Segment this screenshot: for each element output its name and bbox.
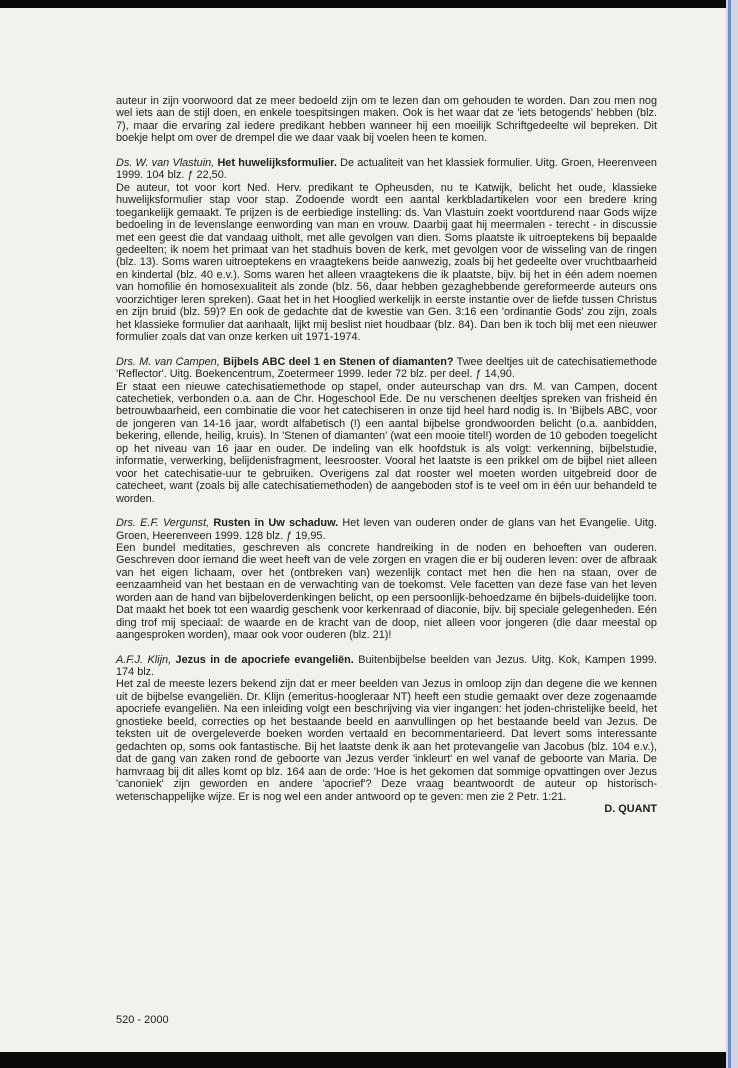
review-author: Drs. M. van Campen, [116, 355, 220, 368]
text-column [116, 95, 657, 815]
intro-paragraph: auteur in zijn voorwoord dat ze meer bedoeld zijn om te lezen dan om gehouden te worden. Dan zou men nog wel iets aan de stijl doen, en enkele toespitsingen maken. Ook is het waar dat ze 'iets betogends' hebben (blz. 7), maar die ervaring zal iedere predikant hebben wanneer hij een moeilijk Schriftgedeelte wil bepreken. Dit boekje helpt om over de drempel die we daar vaak bij voelen heen te komen. [116, 95, 657, 145]
review-van-campen [116, 356, 657, 505]
review-author: Ds. W. van Vlastuin, [116, 156, 215, 169]
review-publication: Twee deeltjes uit de catechisatiemethode 'Reflector'. Uitg. Boekencentrum, Zoetermeer 1999. Ieder 72 blz. per deel. ƒ 14,90. [116, 355, 657, 381]
review-klijn [116, 654, 657, 803]
scan-border-top [0, 0, 738, 8]
review-body: Het zal de meeste lezers bekend zijn dat er meer beelden van Jezus in omloop zijn dan degene die we kennen uit de bijbelse evangeliën. Dr. Klijn (emeritus-hoogleraar NT) heeft een studie gemaakt over deze zogenaamde apocriefe evangeliën. Na een inleiding volgt een beschrijving via vier ingangen: het joden-christelijke beeld, het gnostieke beeld, correcties op het bestaande beeld en aanvullingen op het bestaande beeld van Jezus. De teksten uit de overgeleverde boeken worden vertaald en becommentarieerd. Dat levert soms interessante gedachten op, soms ook fantastische. Bij het laatste denk ik aan het protevangelie van Jacobus (blz. 104 e.v.), dat de gang van zaken rond de geboorte van Jezus verder 'inkleurt' en wel vanaf de geboorte van Maria. De hamvraag bij dit alles komt op blz. 164 aan de orde: 'Hoe is het gekomen dat sommige opvattingen over Jezus 'canoniek' zijn geworden en andere 'apocrief'? Deze vraag beantwoordt de auteur op historisch-wetenschappelijke wijze. Er is nog wel een ander antwoord op te geven: men zie 2 Petr. 1:21. [116, 678, 657, 803]
page-number: 520 - 2000 [116, 1014, 169, 1026]
review-van-vlastuin [116, 157, 657, 344]
review-author: Drs. E.F. Vergunst, [116, 517, 210, 530]
review-vergunst [116, 517, 657, 642]
review-body: Een bundel meditaties, geschreven als concrete handreiking in de noden en behoeften van ouderen. Geschreven door iemand die weet heeft van de vele zorgen en vragen die er bij ouderen leven: over de afbraak van het eigen lichaam, over het (ontbreken van) wezenlijk contact met hen die hen na staan, over de eenzaamheid van het bestaan en de verwachting van de toekomst. Vele facetten van deze fase van het leven worden aan de hand van bijbeloverdenkingen belicht, op een persoonlijk-behoedzame én bijbels-duidelijke toon. Dat maakt het boek tot een waardig geschenk voor kerkenraad of diaconie, bijv. bij speciale gelegenheden. Eén ding trof mij speciaal: de waarde en de kracht van de doop, niet alleen voor jongeren (die daar meestal op aangesproken worden), maar ook voor ouderen (blz. 21)! [116, 541, 657, 642]
review-publication: Het leven van ouderen onder de glans van het Evangelie. Uitg. Groen, Heerenveen 1999. 128 blz. ƒ 19,95. [116, 517, 657, 542]
review-title: Bijbels ABC deel 1 en Stenen of diamanten? [223, 355, 454, 368]
review-body: De auteur, tot voor kort Ned. Herv. predikant te Opheusden, nu te Katwijk, belicht het oude, klassieke huwelijksformulier stap voor stap. Zodoende wordt een aantal kerkbladartikelen voor een bredere kring toegankelijk gemaakt. Te prijzen is de eerbiedige instelling: ds. Van Vlastuin zoekt voortdurend naar Gods wijze bedoeling in de levenslange eenwording van man en vrouw. Daarbij gaat hij meermalen - terecht - in discussie met een geest die dat vandaag uitholt, met alle gevolgen van dien. Soms plaatste ik uitroeptekens bij bepaalde gedeelten; ik noem het primaat van het stadhuis boven de kerk, met gevolgen voor de wisseling van de ringen (blz. 13). Soms waren uitroeptekens en vraagtekens beide aanwezig, zoals bij het gedeelte over vruchtbaarheid en kindertal (blz. 40 e.v.). Soms waren het alleen vraagtekens die ik plaatste, bijv. bij het in één adem noemen van homofilie én homosexualiteit als zonde (blz. 56, daar hebben gezaghebbende gereformeerde auteurs ons voorzichtiger leren spreken). Gaat het in het Hooglied werkelijk in eerste instantie over de liefde tussen Christus en zijn bruid (blz. 59)? En ook de gedachte dat de kwestie van Gen. 3:16 een 'ordinantie Gods' zou zijn, zoals het klassieke formulier dat aanhaalt, lijkt mij beslist niet houdbaar (blz. 84). Dan ben ik toch blij met een nieuwer formulier zoals dat van onze kerken uit 1971-1974. [116, 181, 657, 344]
review-body: Er staat een nieuwe catechisatiemethode op stapel, onder auteurschap van drs. M. van Campen, docent catechetiek, verbonden o.a. aan de Chr. Hogeschool Ede. De nu verschenen deeltjes spreken van frisheid én betrouwbaarheid, een combinatie die voor het catechiseren in onze tijd heel hard nodig is. In 'Bijbels ABC, voor de jongeren van 14-16 jaar, wordt alfabetisch (!) een aantal bijbelse grondwoorden belicht (o.a. aanbidden, bekering, ellende, heilig, kruis). In 'Stenen of diamanten' (wat een mooie titel!) worden de 10 geboden toegelicht op het niveau van 16 jaar en ouder. De indeling van elk hoofdstuk is als volgt: verkenning, bijbelstudie, informatie, verwerking, belijdenisfragment, leesrooster. Vooral het laatste is een prikkel om de bijbel niet alleen voor het catechisatie-uur te gebruiken. Overigens zal dat rooster wel moeten worden uitgebreid door de catecheet, want (zoals bij alle catechisatiemethoden) de aangeboden stof is te veel om in één uur behandeld te worden. [116, 380, 657, 505]
review-heading [116, 356, 657, 381]
review-publication: Buitenbijbelse beelden van Jezus. Uitg. Kok, Kampen 1999. 174 blz. [116, 653, 657, 679]
reviewer-signature: D. QUANT [604, 803, 657, 816]
review-title: Jezus in de apocriefe evangeliën. [175, 653, 354, 666]
review-title: Het huwelijksformulier. [217, 156, 337, 169]
review-author: A.F.J. Klijn, [116, 653, 172, 666]
review-heading [116, 654, 657, 679]
review-heading [116, 157, 657, 182]
scan-edge-line [728, 0, 731, 1068]
review-heading [116, 517, 657, 542]
scan-border-bottom [0, 1052, 738, 1068]
review-title: Rusten in Uw schaduw. [213, 517, 339, 530]
review-publication: De actualiteit van het klassiek formulier. Uitg. Groen, Heerenveen 1999. 104 blz. ƒ 22,50. [116, 156, 657, 182]
